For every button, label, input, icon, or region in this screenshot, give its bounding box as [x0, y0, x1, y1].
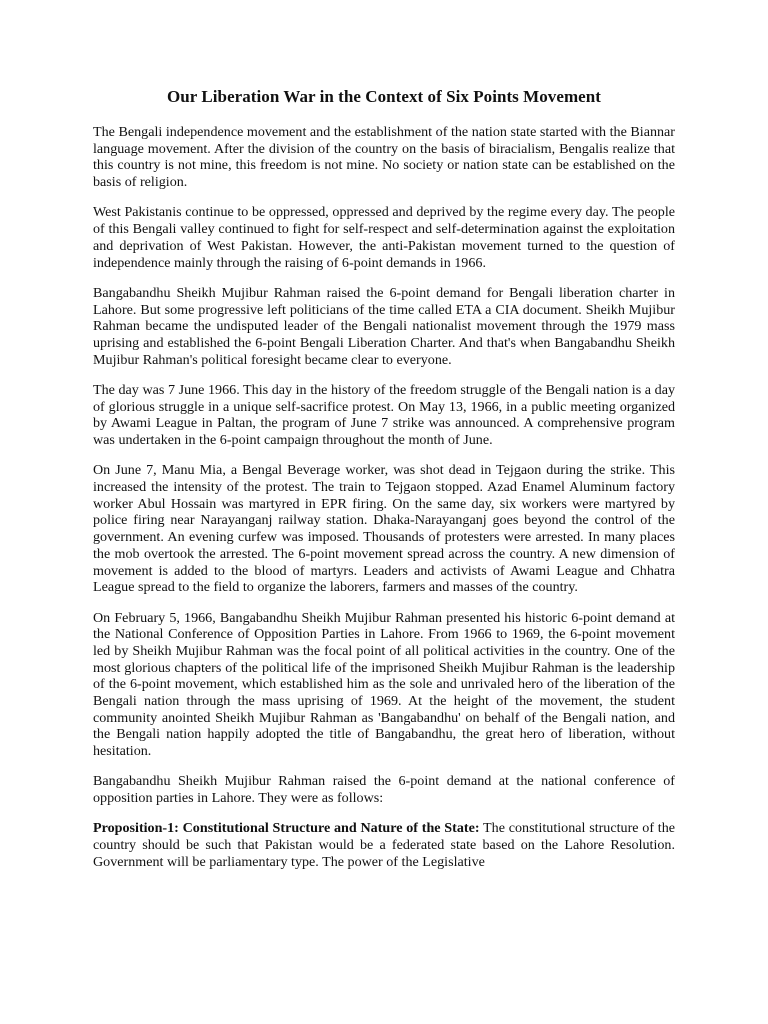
paragraph-seventh-june: The day was 7 June 1966. This day in the history of the freedom struggle of the Bengali nation is a day of glorious struggle in a unique self-sacrifice protest. On May 13, 1966, in a public meeting organized by Awami League in Paltan, the program of June 7 strike was announced. A comprehensive program was undertaken in the 6-point campaign throughout the month of June.: [93, 381, 675, 449]
paragraph-liberation-charter: Bangabandhu Sheikh Mujibur Rahman raised the 6-point demand for Bengali liberation charter in Lahore. But some progressive left politicians of the time called ETA a CIA document. Sheikh Mujibur Rahman became the undisputed leader of the Bengali nationalist movement through the 1979 mass uprising and established the 6-point Bengali Liberation Charter. And that's when Bangabandhu Sheikh Mujibur Rahman's political foresight became clear to everyone.: [93, 284, 675, 368]
paragraph-lahore-conference: On February 5, 1966, Bangabandhu Sheikh Mujibur Rahman presented his historic 6-point demand at the National Conference of Opposition Parties in Lahore. From 1966 to 1969, the 6-point movement led by Sheikh Mujibur Rahman was the focal point of all political activities in the country. One of the most glorious chapters of the political life of the imprisoned Sheikh Mujibur Rahman is the leadership of the 6-point movement, which established him as the sole and unrivaled hero of the liberation of the Bengali nation through the mass uprising of 1969. At the height of the movement, the student community anointed Sheikh Mujibur Rahman as 'Bangabandhu' on behalf of the Bengali nation, and the Bengali nation happily adopted the title of Bangabandhu, the great hero of liberation, without hesitation.: [93, 609, 675, 760]
proposition-1-heading: Proposition-1: Constitutional Structure and Nature of the State:: [93, 820, 480, 837]
document-title: Our Liberation War in the Context of Six Points Movement: [167, 87, 601, 106]
proposition-1-text: The constitutional structure of the country should be such that Pakistan would be a federated state based on the Lahore Resolution. Government will be parliamentary type. The power of the Legislative: [93, 820, 675, 870]
paragraph-six-points-intro: Bangabandhu Sheikh Mujibur Rahman raised the 6-point demand at the national conference of opposition parties in Lahore. They were as follows:: [93, 773, 675, 807]
proposition-1-paragraph: [93, 820, 675, 870]
paragraph-west-pakistan-oppression: West Pakistanis continue to be oppressed, oppressed and deprived by the regime every day. The people of this Bengali valley continued to fight for self-respect and self-determination against the exploitation and deprivation of West Pakistan. However, the anti-Pakistan movement turned to the question of independence mainly through the raising of 6-point demands in 1966.: [93, 204, 675, 271]
paragraph-language-movement: The Bengali independence movement and the establishment of the nation state started with the Biannar language movement. After the division of the country on the basis of biracialism, Bengalis realize that this country is not mine, this freedom is not mine. No society or nation state can be established on the basis of religion.: [93, 124, 675, 191]
document-page: [93, 86, 675, 871]
paragraph-tejgaon-strike: On June 7, Manu Mia, a Bengal Beverage worker, was shot dead in Tejgaon during the strike. This increased the intensity of the protest. The train to Tejgaon stopped. Azad Enamel Aluminum factory worker Abul Hossain was martyred in EPR firing. On the same day, six workers were martyred by police firing near Narayanganj railway station. Dhaka-Narayanganj goes beyond the control of the government. An evening curfew was imposed. Thousands of protesters were arrested. In many places the mob overtook the arrested. The 6-point movement spread across the country. A new dimension of movement is added to the blood of martyrs. Leaders and activists of Awami League and Chhatra League spread to the field to organize the laborers, farmers and masses of the country.: [93, 462, 675, 596]
